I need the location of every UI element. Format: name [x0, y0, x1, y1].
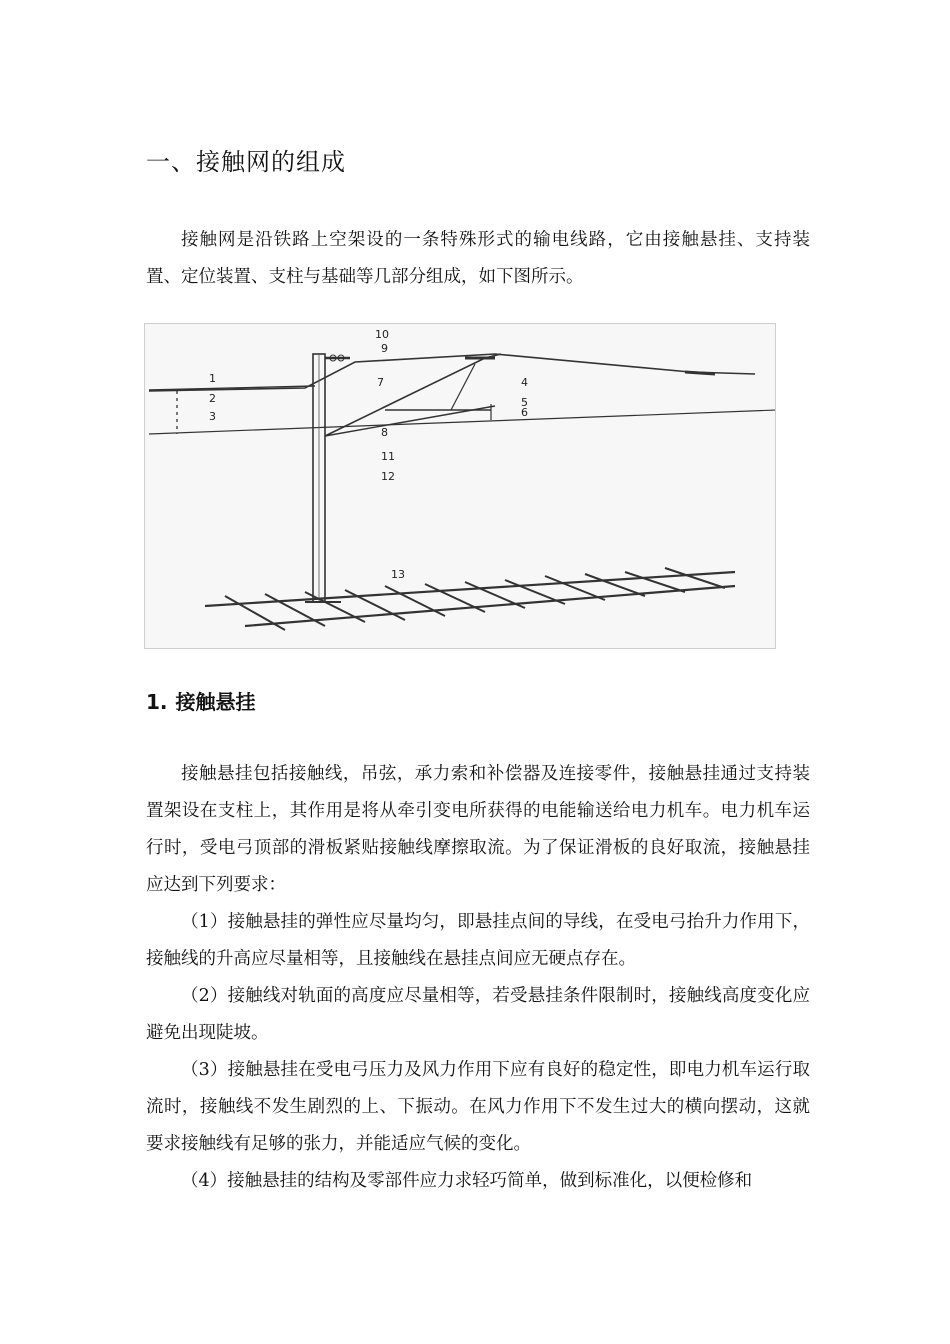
end-insulator	[685, 372, 715, 374]
fig-label-6: 6	[521, 406, 528, 419]
contact-wire	[149, 410, 775, 434]
fig-label-1: 1	[209, 372, 216, 385]
body-paragraph-4: （3）接触悬挂在受电弓压力及风力作用下应有良好的稳定性，即电力机车运行取流时，接触线不发生剧烈的上、下振动。在风力作用下不发生过大的横向摆动，这就要求接触线有足够的张力，并能适应气候的变化。	[146, 1060, 810, 1154]
fig-label-7: 7	[377, 376, 384, 389]
fig-label-13: 13	[391, 568, 405, 581]
intro-paragraph: 接触网是沿铁路上空架设的一条特殊形式的输电线路，它由接触悬挂、支持装置、定位装置、支柱与基础等几部分组成，如下图所示。	[146, 230, 810, 287]
subsection-title: 接触悬挂	[175, 690, 256, 714]
subsection-number: 1.	[146, 690, 168, 714]
body-paragraph-1: 接触悬挂包括接触线，吊弦，承力索和补偿器及连接零件，接触悬挂通过支持装置架设在支柱上，其作用是将从牵引变电所获得的电能输送给电力机车。电力机车运行时，受电弓顶部的滑板紧贴接触线摩擦取流。为了保证滑板的良好取流，接触悬挂应达到下列要求：	[146, 764, 810, 895]
fig-label-3: 3	[209, 410, 216, 423]
fig-label-4: 4	[521, 376, 528, 389]
catenary-diagram-svg	[145, 324, 775, 648]
section-title: 一、接触网的组成	[146, 148, 346, 176]
support-rod	[451, 364, 475, 410]
fig-label-8: 8	[381, 426, 388, 439]
body-paragraph-2: （1）接触悬挂的弹性应尽量均匀，即悬挂点间的导线，在受电弓抬升力作用下，接触线的升高应尽量相等，且接触线在悬挂点间应无硬点存在。	[146, 912, 810, 969]
fig-label-5: 5	[521, 396, 528, 409]
subsection-heading	[146, 686, 256, 715]
fig-label-2: 2	[209, 392, 216, 405]
body-paragraph-3: （2）接触线对轨面的高度应尽量相等，若受悬挂条件限制时，接触线高度变化应避免出现陡坡。	[146, 986, 810, 1043]
body-paragraph-5: （4）接触悬挂的结构及零部件应力求轻巧简单，做到标准化，以便检修和	[181, 1171, 753, 1191]
fig-label-11: 11	[381, 450, 395, 463]
fig-label-9: 9	[381, 342, 388, 355]
catenary-diagram	[144, 323, 776, 649]
fig-label-12: 12	[381, 470, 395, 483]
messenger-wire	[149, 354, 755, 391]
rail-near	[205, 572, 735, 606]
fig-label-10: 10	[375, 328, 389, 341]
